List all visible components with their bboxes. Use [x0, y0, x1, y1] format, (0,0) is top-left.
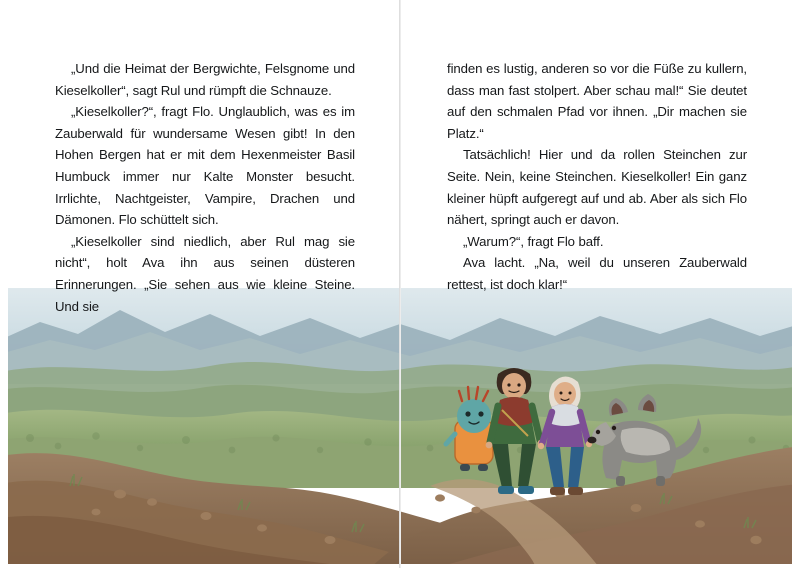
right-page-text [447, 58, 747, 296]
book-gutter [399, 0, 401, 568]
paragraph: Tatsächlich! Hier und da rollen Steinchen zur Seite. Nein, keine Steinchen. Kieselkoller! Ein ganz kleiner hüpft aufgeregt auf und ab. Aber als sich Flo nähert, springt auch er davon. [447, 147, 747, 228]
paragraph: „Warum?“, fragt Flo baff. [463, 233, 604, 249]
paragraph: „Und die Heimat der Bergwichte, Felsgnome und Kieselkoller“, sagt Rul und rümpft die Schnauze. [55, 61, 355, 98]
paragraph: „Kieselkoller sind niedlich, aber Rul mag sie nicht“, holt Ava ihn aus seinen düsteren Erinnerungen. „Sie sehen aus wie kleine Steine. Und sie [55, 233, 355, 314]
paragraph: Ava lacht. „Na, weil du unseren Zauberwald rettest, ist doch klar!“ [447, 255, 747, 292]
page-margin-right [792, 0, 800, 568]
page-margin-left [0, 0, 8, 568]
paragraph: finden es lustig, anderen so vor die Füße zu kullern, dass man fast stolpert. Aber schau mal!“ Sie deutet auf den schmalen Pfad vor ihnen. „Dir machen sie Platz.“ [447, 61, 747, 141]
left-page-text [55, 58, 355, 317]
paragraph: „Kieselkoller?“, fragt Flo. Unglaublich, was es im Zauberwald für wundersame Wesen gibt! In den Hohen Bergen hat er mit dem Hexenmeister Basil Humbuck immer nur Kalte Monster besucht. Irrlichte, Nachtgeister, Vampire, Drachen und Dämonen. Flo schüttelt sich. [55, 104, 355, 228]
